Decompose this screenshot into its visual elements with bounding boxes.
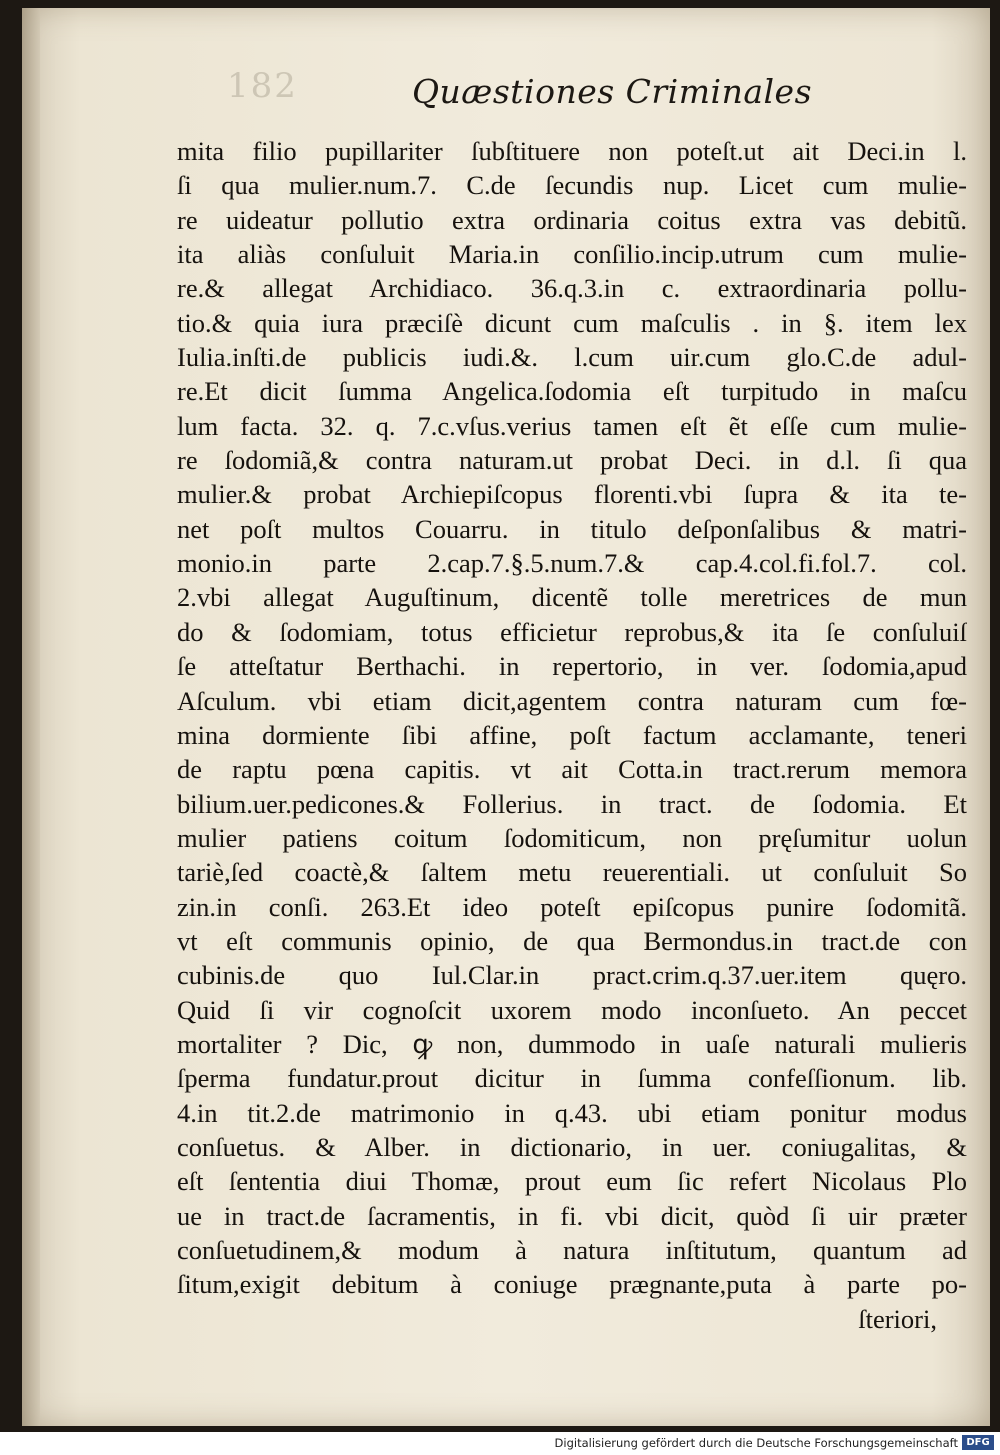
text-line: Aſculum. vbi etiam dicit,agentem contra naturam cum fœ- bbox=[177, 685, 967, 716]
text-line: lum facta. 32. q. 7.c.vſus.verius tamen eſt ẽt eſſe cum mulie- bbox=[177, 410, 967, 441]
text-line: tio.& quia iura præciſè dicunt cum maſculis . in §. item lex bbox=[177, 307, 967, 338]
text-line: ſperma fundatur.prout dicitur in ſumma confeſſionum. lib. bbox=[177, 1063, 967, 1094]
text-line: monio.in parte 2.cap.7.§.5.num.7.& cap.4.col.fi.fol.7. col. bbox=[177, 548, 967, 579]
text-line: mina dormiente ſibi affine, poſt factum acclamante, teneri bbox=[177, 719, 967, 750]
text-line: ita aliàs conſuluit Maria.in conſilio.incip.utrum cum mulie- bbox=[177, 239, 967, 270]
text-line: ſe atteſtatur Berthachi. in repertorio, in ver. ſodomia,apud bbox=[177, 651, 967, 682]
text-line: Quid ſi vir cognoſcit uxorem modo inconſueto. An peccet bbox=[177, 994, 967, 1025]
text-line: re ſodomiã,& contra naturam.ut probat Deci. in d.l. ſi qua bbox=[177, 445, 967, 476]
footer-bar bbox=[0, 1432, 1000, 1455]
text-line: conſuetus. & Alber. in dictionario, in uer. coniugalitas, & bbox=[177, 1131, 967, 1162]
text-line: Iulia.inſti.de publicis iudi.&. l.cum uir.cum glo.C.de adul- bbox=[177, 342, 967, 373]
page-gutter-shadow bbox=[22, 8, 40, 1426]
text-line: net poſt multos Couarru. in titulo deſponſalibus & matri- bbox=[177, 513, 967, 544]
text-line: re.& allegat Archidiaco. 36.q.3.in c. extraordinaria pollu- bbox=[177, 273, 967, 304]
text-line: ue in tract.de ſacramentis, in fi. vbi dicit, quòd ſi uir præter bbox=[177, 1200, 967, 1231]
dfg-logo: DFG bbox=[962, 1435, 994, 1450]
text-line: eſt ſententia diui Thomæ, prout eum ſic refert Nicolaus Plo bbox=[177, 1166, 967, 1197]
text-line: cubinis.de quo Iul.Clar.in pract.crim.q.37.uer.item quęro. bbox=[177, 960, 967, 991]
text-line: ſitum,exigit debitum à coniuge prægnante,puta à parte po- bbox=[177, 1269, 967, 1300]
running-head: Quæstiones Criminales bbox=[412, 72, 813, 111]
text-line: vt eſt communis opinio, de qua Bermondus.in tract.de con bbox=[177, 925, 967, 956]
text-line: 4.in tit.2.de matrimonio in q.43. ubi etiam ponitur modus bbox=[177, 1097, 967, 1128]
footer-credit: Digitalisierung gefördert durch die Deutsche Forschungsgemeinschaft bbox=[554, 1436, 958, 1450]
text-line: bilium.uer.pedicones.& Follerius. in tract. de ſodomia. Et bbox=[177, 788, 967, 819]
text-line: de raptu pœna capitis. vt ait Cotta.in tract.rerum memora bbox=[177, 754, 967, 785]
text-line: mulier patiens coitum ſodomiticum, non pręſumitur uolun bbox=[177, 822, 967, 853]
text-line: do & ſodomiam, totus efficietur reprobus,& ita ſe conſuluiſ bbox=[177, 616, 967, 647]
text-line: mortaliter ? Dic, ꝙ non, dummodo in uaſe naturali mulieris bbox=[177, 1028, 967, 1059]
text-line: tariè,ſed coactè,& ſaltem metu reuerentiali. ut conſuluit So bbox=[177, 857, 967, 888]
text-line: 2.vbi allegat Auguſtinum, dicentẽ tolle meretrices de mun bbox=[177, 582, 967, 613]
show-through-page-number: 182 bbox=[227, 66, 298, 106]
text-line: zin.in conſi. 263.Et ideo poteſt epiſcopus punire ſodomitã. bbox=[177, 891, 967, 922]
text-line: mulier.& probat Archiepiſcopus florenti.vbi ſupra & ita te- bbox=[177, 479, 967, 510]
text-line: re.Et dicit ſumma Angelica.ſodomia eſt turpitudo in maſcu bbox=[177, 376, 967, 407]
text-line: mita filio pupillariter ſubſtituere non poteſt.ut ait Deci.in l. bbox=[177, 136, 967, 166]
text-line: re uideatur pollutio extra ordinaria coitus extra vas debitũ. bbox=[177, 204, 967, 235]
body-text bbox=[177, 134, 967, 1336]
book-page bbox=[22, 8, 990, 1426]
text-line: ſteriori, bbox=[858, 1303, 937, 1334]
text-line: conſuetudinem,& modum à natura inſtitutum, quantum ad bbox=[177, 1235, 967, 1265]
text-line: ſi qua mulier.num.7. C.de ſecundis nup. Licet cum mulie- bbox=[177, 170, 967, 201]
